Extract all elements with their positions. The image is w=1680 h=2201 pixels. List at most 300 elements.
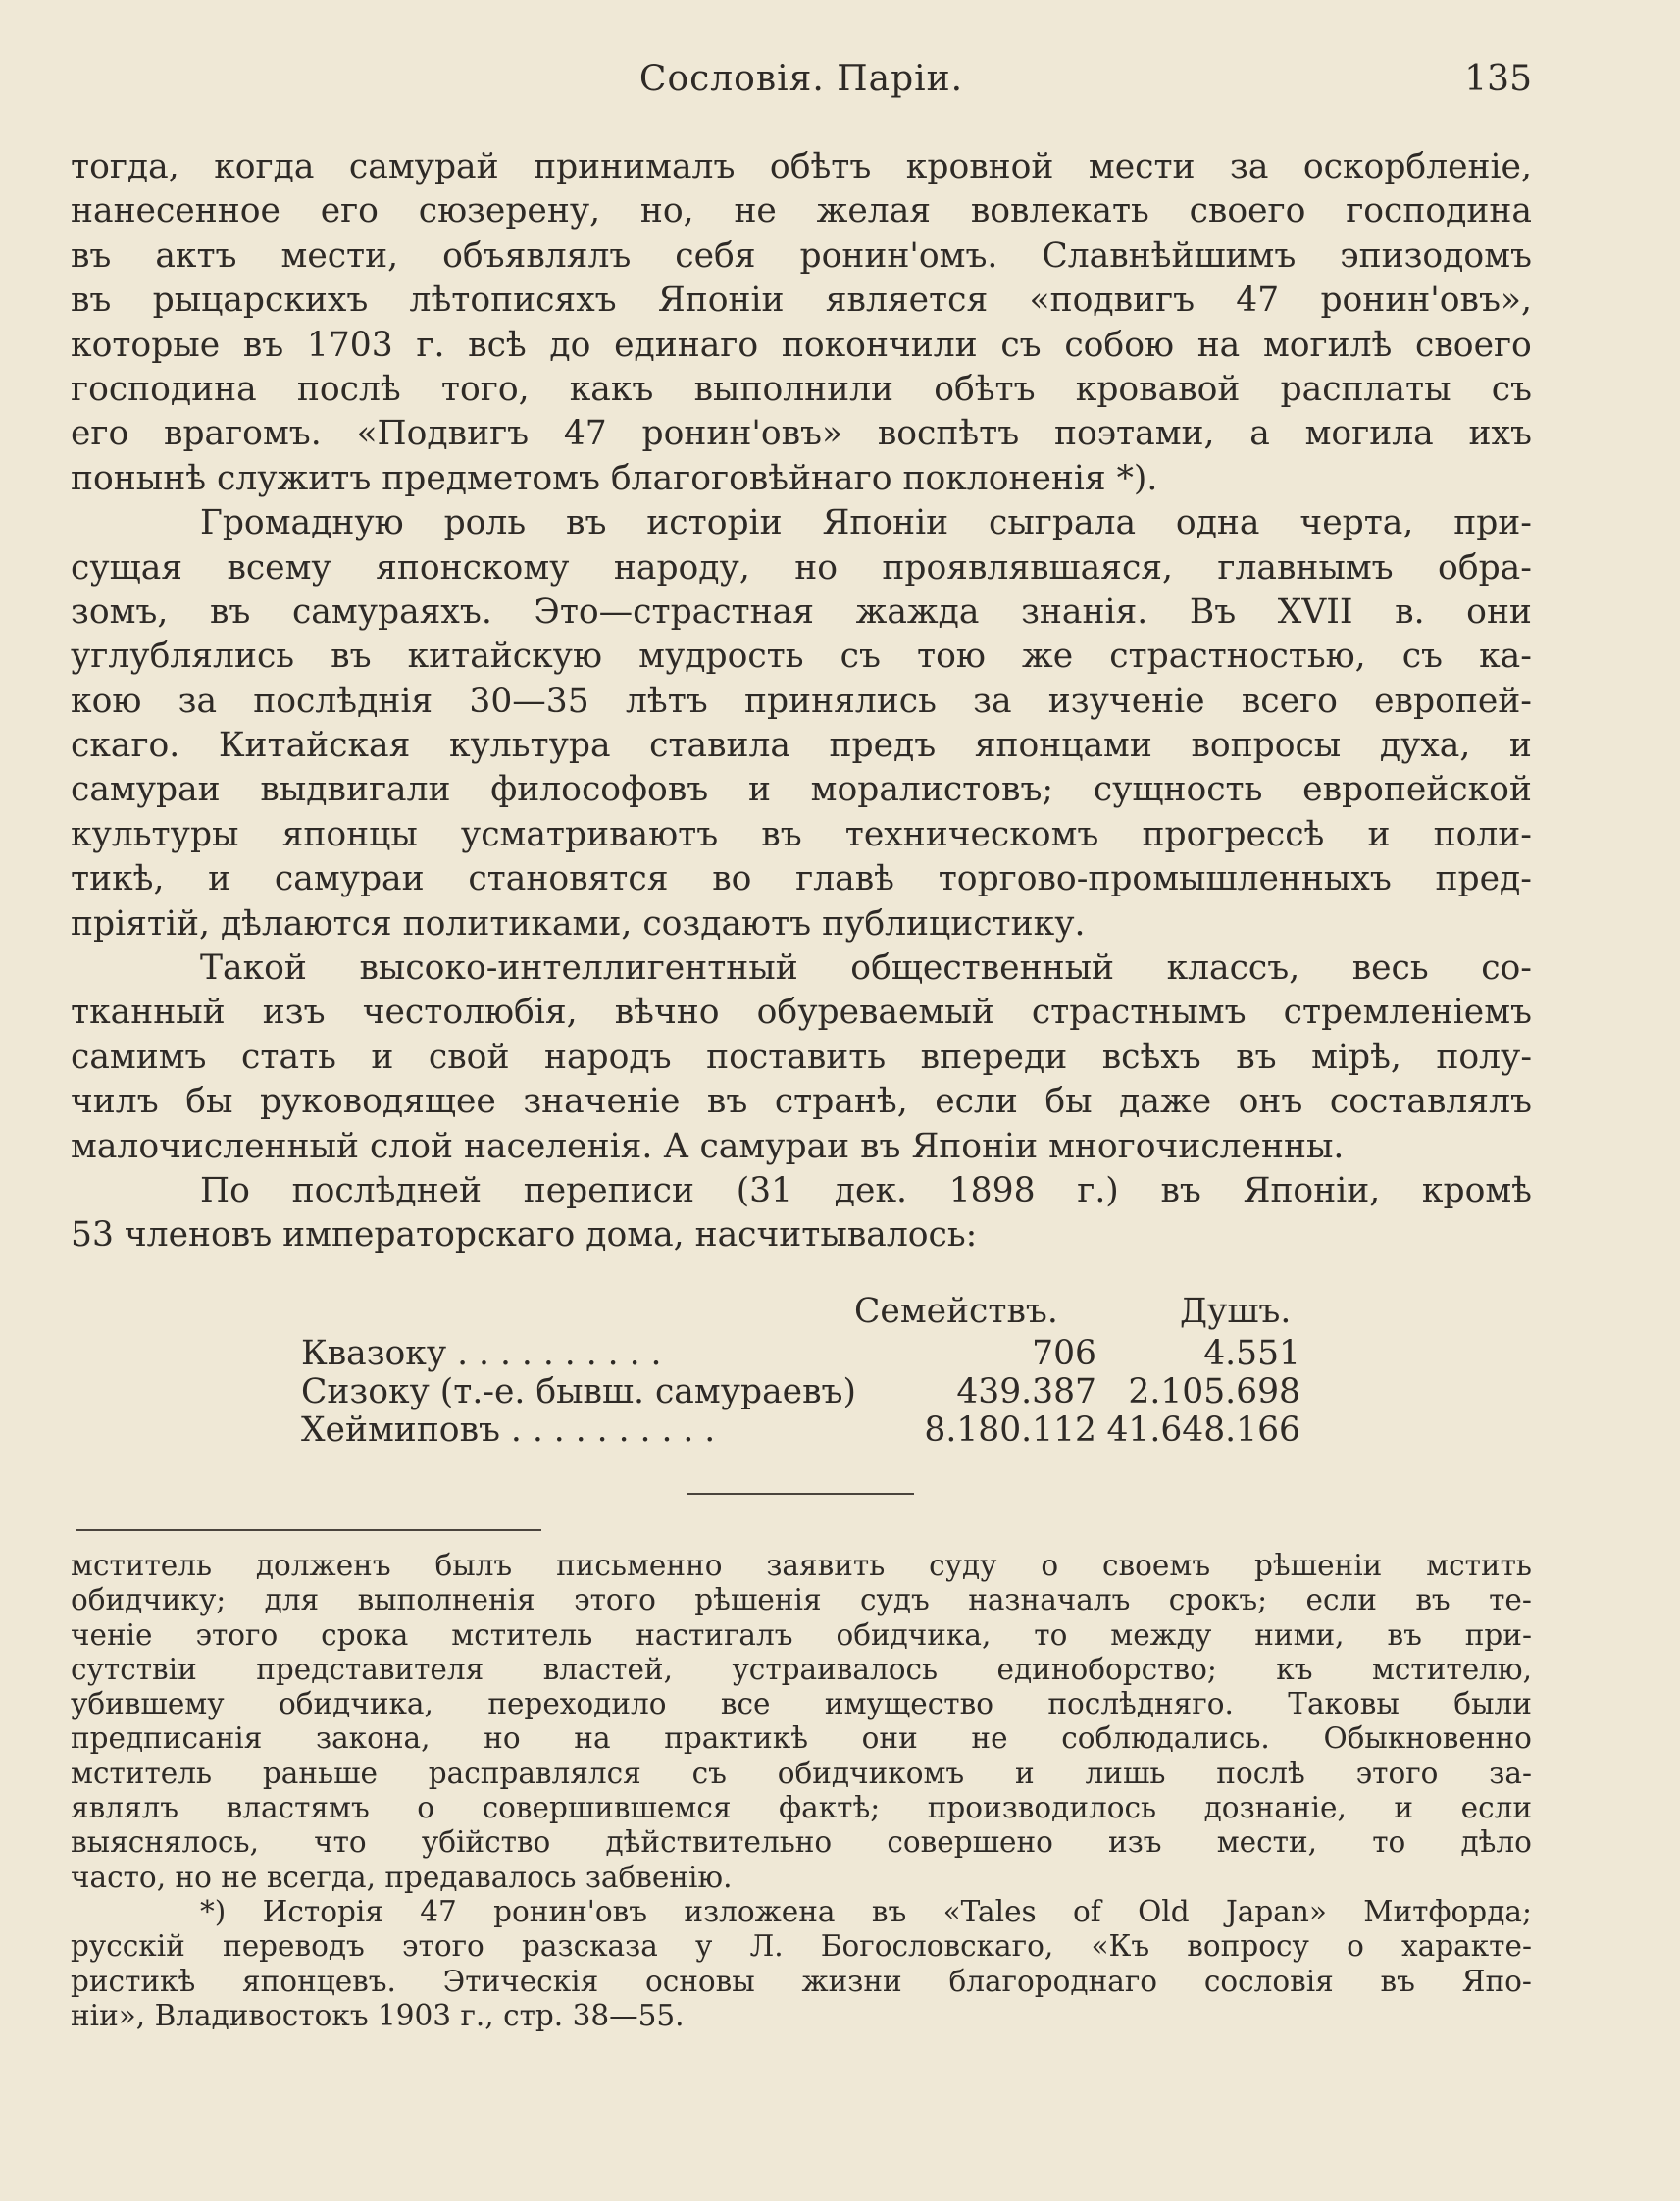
word: срока (321, 1617, 409, 1652)
word: въ (71, 235, 112, 276)
word: европей- (1374, 681, 1532, 721)
text-line (71, 1687, 1532, 1721)
word: практикѣ (664, 1721, 808, 1756)
row-souls: 41.648.166 (1106, 1410, 1300, 1450)
word: въ (761, 814, 802, 854)
word: этого (574, 1583, 656, 1617)
word: ихъ (1468, 414, 1532, 454)
text-line (71, 768, 1532, 812)
word: воспѣтъ (877, 414, 1020, 454)
word: обѣтъ (769, 147, 872, 186)
word: японцами (974, 726, 1152, 766)
word: въ (871, 1894, 907, 1928)
word: значеніе (523, 1082, 681, 1122)
word: ронин'овъ» (641, 414, 843, 454)
word: духа, (1379, 726, 1471, 766)
word: Славнѣйшимъ (1042, 235, 1297, 276)
word: всѣхъ (1101, 1037, 1201, 1077)
text-line (71, 1125, 1532, 1169)
word: обуреваемый (756, 993, 994, 1033)
word: императорскаго (282, 1215, 576, 1255)
text-line (71, 1757, 1532, 1791)
word: своего (1189, 191, 1306, 231)
word: общественный (850, 948, 1115, 989)
word: рѣшеніи (1253, 1549, 1383, 1582)
word: самимъ (71, 1037, 207, 1077)
word: въ (566, 503, 607, 543)
word: сущая (71, 547, 183, 588)
word: и (208, 859, 231, 899)
word: съ (1401, 637, 1443, 677)
word: выяснялось, (71, 1825, 259, 1860)
word: 53 (71, 1215, 114, 1255)
word: убившему (71, 1687, 225, 1721)
word: 30—35 (469, 681, 589, 721)
word: предписанія (71, 1721, 263, 1756)
word: являлъ (71, 1791, 179, 1825)
word: и (1394, 1791, 1414, 1825)
word: дома, (585, 1215, 685, 1255)
word: тою (916, 637, 986, 677)
word: пред- (1435, 859, 1532, 899)
word: г. (416, 325, 445, 365)
word: желая (816, 191, 932, 231)
word: страстностью, (1109, 637, 1366, 677)
word: между (1110, 1617, 1212, 1652)
word: японцы (281, 814, 418, 854)
word: свой (428, 1037, 510, 1077)
word: те- (1489, 1583, 1532, 1617)
word: выдвигали (260, 770, 451, 810)
text-line (71, 279, 1532, 323)
word: ними, (1254, 1617, 1345, 1652)
word: съ (691, 1756, 727, 1790)
word: мститель (71, 1549, 213, 1582)
word: могила (1304, 414, 1434, 454)
word: въ (1380, 1964, 1415, 1998)
word: обѣтъ (934, 369, 1036, 409)
word: 47 (1236, 281, 1280, 321)
word: мститель (71, 1756, 213, 1790)
text-line (71, 189, 1532, 233)
word: переходило (487, 1687, 667, 1721)
word: жажда (855, 591, 980, 632)
word: своего (1415, 325, 1532, 365)
word: создаютъ (642, 903, 812, 944)
word: народъ (543, 1037, 672, 1077)
word: со- (1481, 948, 1532, 989)
word: всего (1241, 681, 1338, 721)
text-line (71, 680, 1532, 724)
word: въ (1236, 1037, 1277, 1077)
word: самураяхъ. (291, 591, 492, 632)
word: все (720, 1687, 771, 1721)
word: в. (1395, 591, 1425, 632)
word: лѣтъ (625, 681, 708, 721)
table-row (71, 1335, 1532, 1373)
word: Японіи (911, 1126, 1039, 1166)
word: закона, (315, 1721, 431, 1756)
word: въ (860, 1126, 901, 1166)
word: лѣтописяхъ (409, 281, 617, 321)
word: во (712, 859, 752, 899)
header-families: Семействъ. (854, 1292, 1058, 1331)
word: всему (227, 547, 331, 588)
word: основы (644, 1964, 755, 1998)
word: производилось (927, 1791, 1157, 1825)
word: техническомъ (844, 814, 1099, 854)
word: изложена (684, 1894, 836, 1928)
word: представителя (256, 1652, 484, 1686)
text-line (71, 902, 1532, 947)
word: срокъ; (1168, 1583, 1268, 1617)
word: Японіи (822, 503, 949, 543)
text-line (71, 590, 1532, 635)
word: переводъ (223, 1929, 365, 1964)
word: предъ (829, 726, 937, 766)
word: стремленіемъ (1283, 993, 1532, 1033)
word: ронин'овъ (493, 1894, 648, 1928)
word: совершено (887, 1825, 1053, 1860)
word: бы (1044, 1082, 1093, 1122)
running-head (71, 55, 1532, 104)
word: рѣшенія (694, 1583, 822, 1617)
word: въ (209, 591, 251, 632)
text-line (71, 1791, 1532, 1825)
word: въ (331, 637, 372, 677)
word: изъ (262, 993, 326, 1033)
row-families: 8.180.112 (924, 1410, 1096, 1450)
word: врагомъ. (164, 414, 322, 454)
word: Японіи (657, 281, 785, 321)
word: высоко-интеллигентный (359, 948, 798, 989)
word: устраивалось (732, 1652, 939, 1686)
word: у (695, 1929, 713, 1964)
text-line (71, 546, 1532, 590)
word: обидчику; (71, 1583, 227, 1617)
word: честолюбія, (362, 993, 578, 1033)
word: единоборство; (996, 1652, 1217, 1686)
text-line (71, 1999, 1532, 2033)
text-line (71, 1965, 1532, 1999)
word: этого (402, 1929, 484, 1964)
word: и (1367, 814, 1391, 854)
word: одна (1175, 503, 1260, 543)
word: 38—55. (572, 1998, 685, 2032)
word: Громадную (200, 503, 404, 543)
word: эпизодомъ (1340, 235, 1532, 276)
word: покончили (781, 325, 978, 365)
word: судъ (859, 1583, 930, 1617)
word: Japan» (1225, 1894, 1327, 1928)
word: Old (1138, 1894, 1190, 1928)
word: впереди (920, 1037, 1068, 1077)
word: культура (448, 726, 611, 766)
word: какъ (569, 369, 654, 409)
word: бы (185, 1082, 233, 1122)
table-row (71, 1411, 1532, 1450)
word: они (1466, 591, 1532, 632)
word: мстителю, (1371, 1652, 1532, 1686)
word: предавалось (384, 1860, 577, 1894)
word: всѣ (468, 325, 527, 365)
section-divider (687, 1493, 914, 1495)
word: то (1372, 1825, 1406, 1860)
word: господина (71, 369, 257, 409)
word: страстнымъ (1031, 993, 1247, 1033)
word: соблюдались. (1061, 1721, 1270, 1756)
word: за (178, 681, 218, 721)
word: главѣ (795, 859, 894, 899)
word: о (417, 1791, 435, 1825)
word: оскорбленіе, (1302, 147, 1532, 186)
word: когда (214, 147, 315, 186)
word: суду (929, 1549, 997, 1582)
word: «Къ (1091, 1929, 1150, 1964)
word: слой (369, 1126, 453, 1166)
word: рыцарскихъ (152, 281, 369, 321)
word: философовъ (490, 770, 709, 810)
text-line (71, 1653, 1532, 1687)
word: и (747, 770, 771, 810)
word: 1703 (306, 325, 393, 365)
word: его (71, 414, 129, 454)
word: до (549, 325, 591, 365)
word: послѣдней (291, 1170, 483, 1210)
text-line (71, 1618, 1532, 1653)
word: господина (1346, 191, 1532, 231)
word: является (825, 281, 989, 321)
word: вѣчно (614, 993, 720, 1033)
word: пріятій, (71, 903, 210, 944)
word: то (1034, 1617, 1068, 1652)
word: принялись (744, 681, 937, 721)
word: послѣдняго. (1047, 1687, 1234, 1721)
word: 47 (420, 1894, 457, 1928)
word: не (221, 1860, 258, 1894)
word: моралистовъ; (810, 770, 1054, 810)
word: въ (1415, 1583, 1451, 1617)
word: выполненія (357, 1583, 535, 1617)
word: ристикѣ (71, 1964, 196, 1998)
word: своемъ (1102, 1549, 1211, 1582)
word: вовлекать (970, 191, 1149, 231)
row-families: 439.387 (956, 1372, 1096, 1411)
word: Япо- (1461, 1964, 1532, 1998)
word: поставить (706, 1037, 887, 1077)
text-line (71, 412, 1532, 456)
word: но (175, 1860, 212, 1894)
word: себя (675, 235, 756, 276)
word: послѣ (296, 369, 401, 409)
word: часто, (71, 1860, 167, 1894)
word: на (1196, 325, 1241, 365)
word: ніи», (71, 1998, 146, 2032)
word: съ (1000, 325, 1042, 365)
word: самураи (274, 859, 425, 899)
word: обидчика, (278, 1687, 433, 1721)
word: что (314, 1825, 367, 1860)
word: которые (71, 325, 221, 365)
word: Этическія (442, 1964, 599, 1998)
word: Японіи, (1243, 1170, 1381, 1210)
word: обидчикомъ (777, 1756, 965, 1790)
word: нанесенное (71, 191, 280, 231)
word: но (484, 1721, 521, 1756)
word: переписи (523, 1170, 694, 1210)
word: долженъ (255, 1549, 391, 1582)
word: Митфорда; (1363, 1894, 1532, 1928)
word: сутствіи (71, 1652, 197, 1686)
word: классъ, (1166, 948, 1300, 989)
word: же (1021, 637, 1074, 677)
word: всегда, (266, 1860, 376, 1894)
word: вопросу (1187, 1929, 1309, 1964)
word: руководящее (259, 1082, 496, 1122)
word: становятся (468, 859, 669, 899)
word: убійство (421, 1825, 551, 1860)
word: Исторія (262, 1894, 383, 1928)
word: они (861, 1721, 918, 1756)
word: понынѣ (71, 458, 207, 498)
word: кою (71, 681, 142, 721)
word: По (200, 1170, 250, 1210)
word: при- (1453, 503, 1532, 543)
word: единаго (614, 325, 759, 365)
word: народу, (613, 547, 750, 588)
word: г., (460, 1998, 494, 2032)
word: и (371, 1037, 394, 1077)
word: главнымъ (1217, 547, 1394, 588)
word: и (1015, 1756, 1035, 1790)
text-line (71, 1825, 1532, 1860)
row-label: Квазоку . . . . . . . . . . (301, 1334, 662, 1373)
word: обра- (1438, 547, 1532, 588)
word: настигалъ (636, 1617, 793, 1652)
word: чилъ (71, 1082, 159, 1122)
word: мести (1088, 147, 1196, 186)
text-line (71, 635, 1532, 679)
word: усматриваютъ (460, 814, 719, 854)
word: самураи (71, 770, 221, 810)
word: скаго. (71, 726, 180, 766)
word: ронин'омъ. (799, 235, 998, 276)
text-line (71, 501, 1532, 545)
text-line (71, 1721, 1532, 1756)
word: XVII (1277, 591, 1353, 632)
footnotes (71, 1549, 1532, 2033)
word: зомъ, (71, 591, 169, 632)
word: дек. (834, 1170, 907, 1210)
word: Обыкновенно (1323, 1721, 1532, 1756)
word: дознаніе, (1203, 1791, 1347, 1825)
word: были (1453, 1687, 1532, 1721)
word: жизни (801, 1964, 902, 1998)
text-line (71, 234, 1532, 279)
word: А (663, 1126, 689, 1166)
word: заявить (766, 1549, 886, 1582)
word: за (1230, 147, 1269, 186)
word: благороднаго (948, 1964, 1158, 1998)
word: расплаты (1280, 369, 1451, 409)
word: его (320, 191, 379, 231)
word: Въ (1189, 591, 1237, 632)
word: публицистику. (822, 903, 1086, 944)
word: Владивостокъ (154, 1998, 369, 2032)
text-line (71, 724, 1532, 768)
word: на (574, 1721, 611, 1756)
word: характе- (1401, 1929, 1532, 1964)
word: поклоненія (902, 458, 1106, 498)
word: властямъ (226, 1791, 370, 1825)
word: членовъ (124, 1215, 273, 1255)
word: но, (639, 191, 694, 231)
word: Таковы (1288, 1687, 1400, 1721)
row-souls: 4.551 (1203, 1334, 1300, 1373)
word: объявлялъ (442, 235, 632, 276)
word: весь (1351, 948, 1429, 989)
word: населенія. (463, 1126, 653, 1166)
word: стр. (503, 1998, 564, 2032)
text-line (71, 991, 1532, 1035)
census-table (71, 1293, 1532, 1450)
word: сословія (1203, 1964, 1334, 1998)
word: «подвигъ (1029, 281, 1196, 321)
word: составлялъ (1329, 1082, 1532, 1122)
word: служитъ (217, 458, 372, 498)
word: черта, (1299, 503, 1414, 543)
word: съ (840, 637, 881, 677)
row-label: Хеймиповъ . . . . . . . . . . (301, 1410, 716, 1450)
text-line (71, 145, 1532, 189)
word: послѣ (1216, 1756, 1305, 1790)
row-souls: 2.105.698 (1128, 1372, 1300, 1411)
word: предметомъ (382, 458, 600, 498)
word: а (1249, 414, 1270, 454)
word: сыграла (989, 503, 1137, 543)
word: въ (1387, 1617, 1422, 1652)
word: за (973, 681, 1012, 721)
word: властей, (542, 1652, 673, 1686)
text-line (71, 813, 1532, 857)
word: совершившемся (482, 1791, 732, 1825)
word: съ (1491, 369, 1532, 409)
word: проявлявшаяся, (882, 547, 1173, 588)
word: роль (443, 503, 527, 543)
word: къ (1276, 1652, 1313, 1686)
row-families: 706 (1032, 1334, 1096, 1373)
word: могилѣ (1262, 325, 1393, 365)
word: стать (241, 1037, 336, 1077)
word: исторіи (646, 503, 783, 543)
word: кровной (905, 147, 1054, 186)
word: для (264, 1583, 320, 1617)
word: тикѣ, (71, 859, 165, 899)
word: поэтами, (1053, 414, 1215, 454)
word: мститель (451, 1617, 593, 1652)
header-souls: Душъ. (1180, 1292, 1292, 1331)
word: ка- (1479, 637, 1532, 677)
word: Китайская (218, 726, 411, 766)
main-text (71, 145, 1532, 1258)
word: мірѣ, (1311, 1037, 1401, 1077)
word: русскій (71, 1929, 185, 1964)
word: многочисленны. (1048, 1126, 1345, 1166)
page-number: 135 (1464, 59, 1532, 99)
text-line (71, 457, 1532, 501)
word: кромѣ (1421, 1170, 1532, 1210)
table-row (71, 1373, 1532, 1411)
